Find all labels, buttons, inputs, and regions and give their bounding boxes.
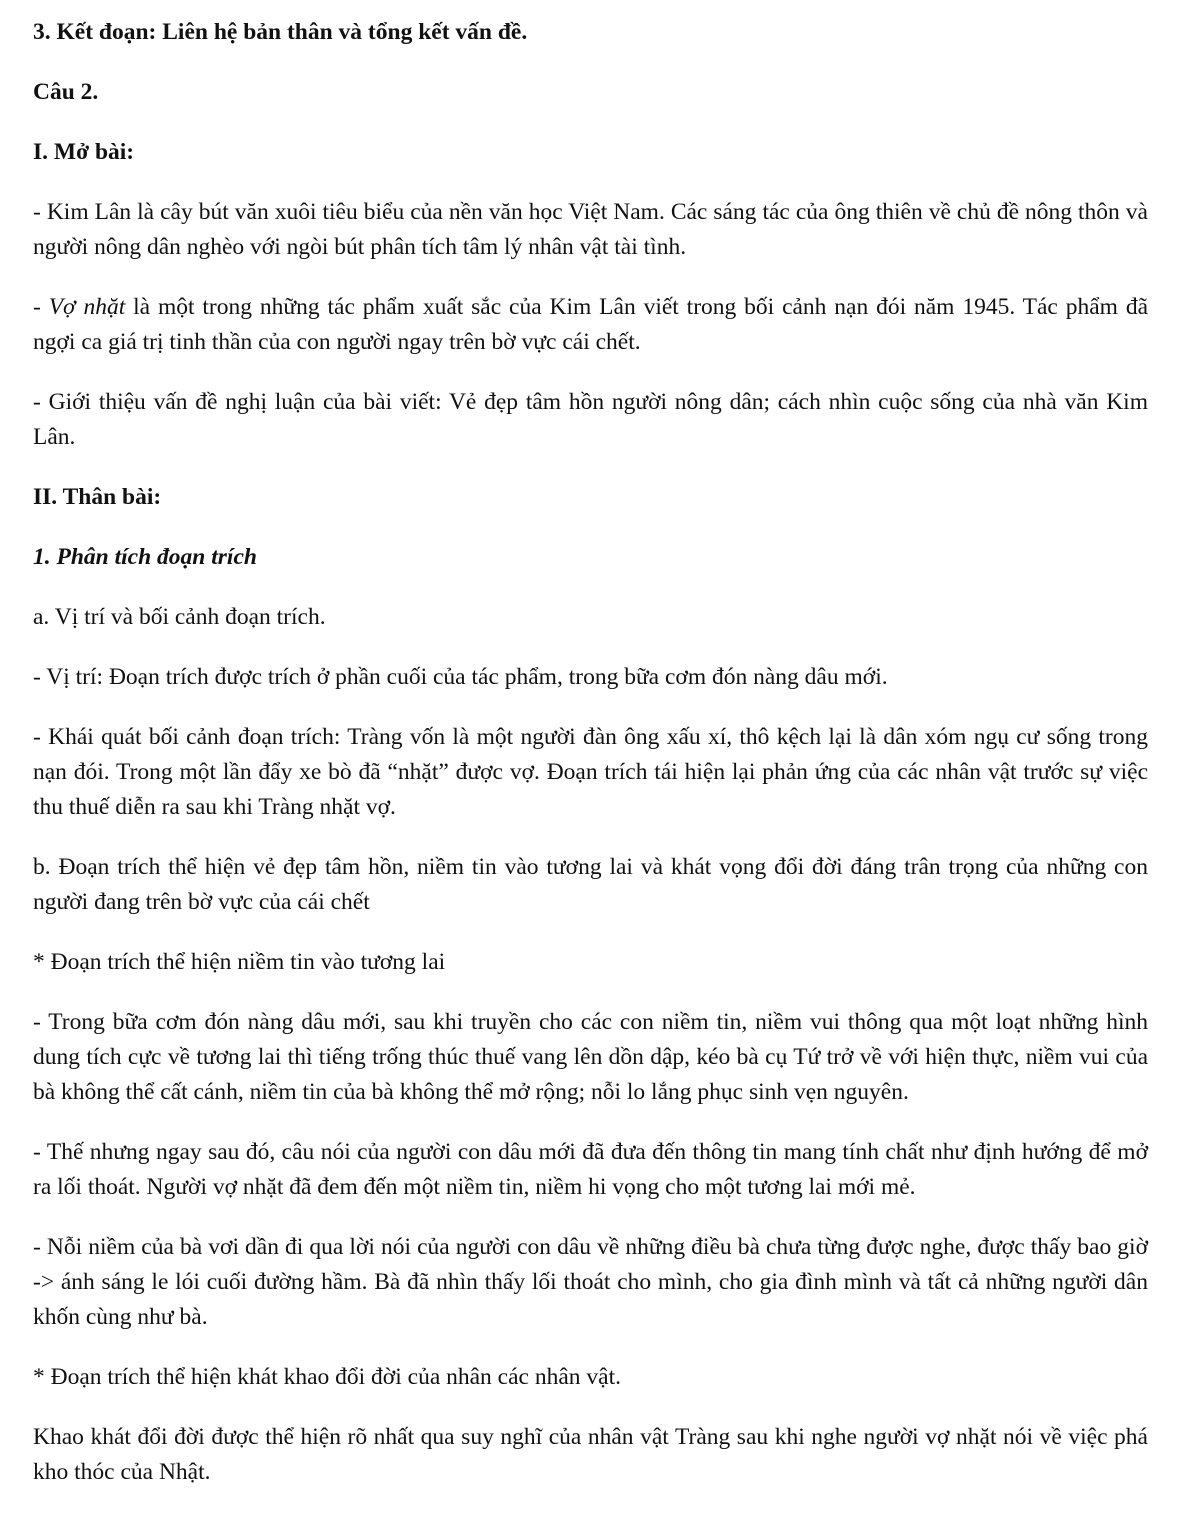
heading-than-bai: II. Thân bài: (33, 484, 162, 510)
heading-mo-bai: I. Mở bài: (33, 139, 135, 165)
subheading-a: a. Vị trí và bối cảnh đoạn trích. (33, 604, 326, 630)
a-paragraph-1: - Vị trí: Đoạn trích được trích ở phần cuối của tác phẩm, trong bữa cơm đón nàng dâu mới. (33, 664, 888, 690)
subheading-phan-tich: 1. Phân tích đoạn trích (33, 544, 257, 570)
subheading-b: b. Đoạn trích thể hiện vẻ đẹp tâm hồn, niềm tin vào tương lai và khát vọng đổi đời đáng trân trọng của những con người đang trên bờ vực của cái chết (33, 854, 1148, 915)
work-title: Vợ nhặt (48, 294, 126, 320)
question-label: Câu 2. (33, 79, 99, 105)
paragraph-dash: - (33, 294, 49, 320)
a-paragraph-2: - Khái quát bối cảnh đoạn trích: Tràng vốn là một người đàn ông xấu xí, thô kệch lại là dân xóm ngụ cư sống trong nạn đói. Trong một lần đẩy xe bò đã “nhặt” được vợ. Đoạn trích tái hiện lại phản ứng của các nhân vật trước sự việc thu thuế diễn ra sau khi Tràng nhặt vợ. (33, 724, 1148, 820)
mo-bai-paragraph-3: - Giới thiệu vấn đề nghị luận của bài viết: Vẻ đẹp tâm hồn người nông dân; cách nhìn cuộc sống của nhà văn Kim Lân. (33, 389, 1148, 450)
mo-bai-paragraph-1: - Kim Lân là cây bút văn xuôi tiêu biểu của nền văn học Việt Nam. Các sáng tác của ông thiên về chủ đề nông thôn và người nông dân nghèo với ngòi bút phân tích tâm lý nhân vật tài tình. (33, 199, 1148, 260)
section-heading-ket-doan: 3. Kết đoạn: Liên hệ bản thân và tổng kết vấn đề. (33, 19, 528, 45)
star2-paragraph-1: Khao khát đổi đời được thể hiện rõ nhất qua suy nghĩ của nhân vật Tràng sau khi nghe người vợ nhặt nói về việc phá kho thóc của Nhật. (33, 1424, 1148, 1485)
star-heading-2: * Đoạn trích thể hiện khát khao đổi đời của nhân các nhân vật. (33, 1364, 621, 1390)
star1-paragraph-3: - Nỗi niềm của bà vơi dần đi qua lời nói của người con dâu về những điều bà chưa từng được nghe, được thấy bao giờ -> ánh sáng le lói cuối đường hầm. Bà đã nhìn thấy lối thoát cho mình, cho gia đình mình và tất cả những người dân khốn cùng như bà. (33, 1234, 1148, 1330)
mo-bai-paragraph-2 (33, 290, 1148, 360)
star-heading-1: * Đoạn trích thể hiện niềm tin vào tương lai (33, 949, 446, 975)
star1-paragraph-2: - Thế nhưng ngay sau đó, câu nói của người con dâu mới đã đưa đến thông tin mang tính chất như định hướng để mở ra lối thoát. Người vợ nhặt đã đem đến một niềm tin, niềm hi vọng cho một tương lai mới mẻ. (33, 1139, 1148, 1200)
star1-paragraph-1: - Trong bữa cơm đón nàng dâu mới, sau khi truyền cho các con niềm tin, niềm vui thông qua một loạt những hình dung tích cực về tương lai thì tiếng trống thúc thuế vang lên dồn dập, kéo bà cụ Tứ trở về với hiện thực, niềm vui của bà không thể cất cánh, niềm tin của bà không thể mở rộng; nỗi lo lắng phục sinh vẹn nguyên. (33, 1009, 1148, 1105)
paragraph-text: là một trong những tác phẩm xuất sắc của Kim Lân viết trong bối cảnh nạn đói năm 1945. Tác phẩm đã ngợi ca giá trị tinh thần của con người ngay trên bờ vực cái chết. (33, 294, 1149, 355)
